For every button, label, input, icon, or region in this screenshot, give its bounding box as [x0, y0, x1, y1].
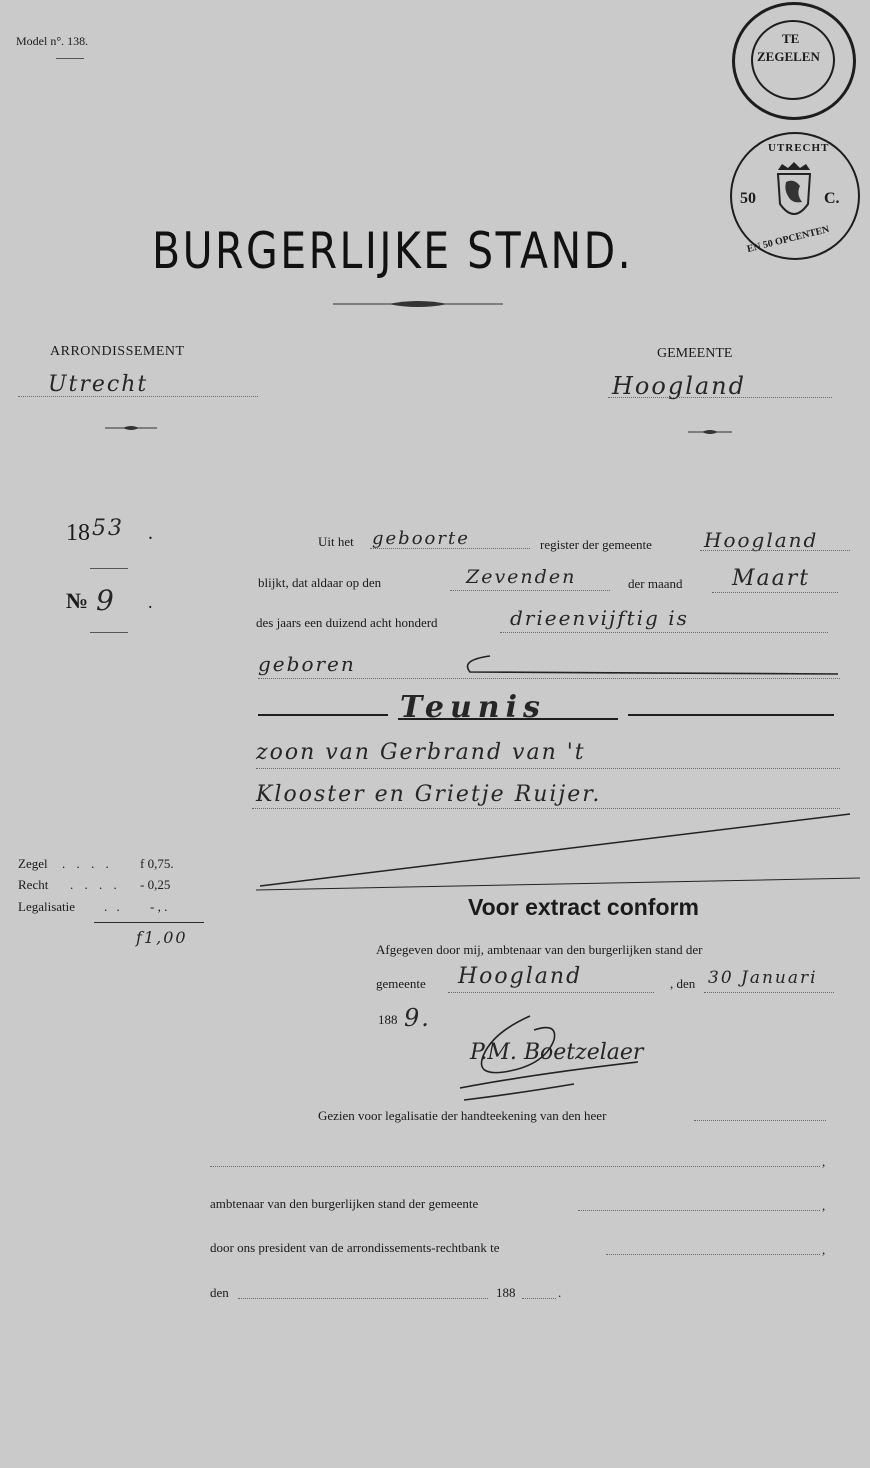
- record-year-prefix: 18: [66, 520, 90, 546]
- tax-stamp-top: [732, 2, 856, 120]
- fee-zegel-label: Zegel: [18, 856, 48, 871]
- lion-crest-icon: [770, 160, 818, 226]
- extract-afgegeven: Afgegeven door mij, ambtenaar van den burgerlijken stand der: [376, 942, 703, 957]
- uit-het-label: Uit het: [318, 534, 354, 549]
- legalisation-den: den: [210, 1285, 229, 1300]
- der-maand-label: der maand: [628, 576, 683, 591]
- fee-zegel-value: f 0,75.: [140, 856, 174, 871]
- year-in-words: drieenvijftig is: [510, 606, 689, 630]
- register-type: geboorte: [372, 528, 470, 549]
- parents-line-1: zoon van Gerbrand van 't: [256, 740, 586, 765]
- official-signature: P.M. Boetzelaer: [470, 1040, 644, 1065]
- model-underline: [56, 58, 84, 59]
- fee-total: f1,00: [136, 928, 188, 947]
- stamp-te: TE: [782, 31, 800, 46]
- extract-gemeente: Hoogland: [458, 964, 583, 989]
- page-title: BURGERLIJKE STAND.: [152, 222, 634, 280]
- birth-month: Maart: [732, 566, 811, 591]
- record-year-suffix: 53: [92, 516, 124, 541]
- civil-registry-extract: Model n°. 138. BURGERLIJKE STAND. TE ZEGELEN UTRECHT 50 C. EN 50 OPCENTEN ARRONDISSEMENT Utrecht GEMEENTE Hoogland 18 53 . № 9 . Uit het geboorte register der gemeente Hoogland blijkt, dat aldaar op den Zevenden der maand Maart des jaars een duizend acht honderd drieenvijftig is geboren Teunis zoon van Gerbrand van 't Klooster en Grietje Ruijer. Zegel . . . . f 0,75. Recht . . . . - 0,25 Legalisatie . . - , . f1,00 Voor extract conform Afgegeven door mij, ambtenaar van den burgerlijken stand der gemeente Hoogland , den 30 Januari 188 9. P.M. Boetzelaer Gezien voor legalisatie der handteekening van den heer , ambtenaar van den burgerlijken stand der gemeente , door ons president van de arrondissements-rechtbank te , den 188 .: [0, 0, 870, 1468]
- parents-line-2: Klooster en Grietje Ruijer.: [256, 782, 602, 807]
- legalisation-gezien: Gezien voor legalisatie der handteekening van den heer: [318, 1108, 607, 1123]
- legalisation-door-ons: door ons president van de arrondissements-rechtbank te: [210, 1240, 500, 1255]
- stamp-value-left: 50: [740, 190, 756, 207]
- birth-day: Zevenden: [466, 566, 577, 588]
- fee-recht-value: - 0,25: [140, 877, 171, 892]
- stamp-zegelen: ZEGELEN: [757, 49, 820, 64]
- child-name: Teunis: [400, 690, 546, 725]
- extract-heading: Voor extract conform: [468, 894, 699, 920]
- legalisation-year-prefix: 188: [496, 1285, 516, 1300]
- register-der-gemeente-label: register der gemeente: [540, 537, 652, 552]
- born-label: geboren: [258, 652, 356, 676]
- stamp-city: UTRECHT: [768, 142, 830, 154]
- record-number-label: №: [66, 588, 89, 613]
- signature-flourish: [454, 1010, 646, 1104]
- gemeente-value: Hoogland: [612, 372, 746, 400]
- des-jaars-label: des jaars een duizend acht honderd: [256, 615, 438, 630]
- blijkt-label: blijkt, dat aldaar op den: [258, 575, 382, 590]
- title-ornament: [333, 298, 503, 310]
- tax-stamp-utrecht: [730, 132, 860, 260]
- fee-recht-label: Recht: [18, 877, 49, 892]
- gemeente-label: GEMEENTE: [657, 346, 733, 361]
- extract-year-suffix: 9.: [404, 1004, 431, 1032]
- fee-legalisatie-label: Legalisatie: [18, 899, 76, 914]
- body-gemeente: Hoogland: [704, 528, 819, 552]
- arrondissement-label: ARRONDISSEMENT: [50, 344, 185, 359]
- ornament-left: [105, 424, 157, 432]
- born-flourish: [440, 652, 840, 678]
- stamp-value-right: C.: [824, 190, 840, 207]
- extract-den-label: , den: [670, 976, 696, 991]
- extract-year-prefix: 188: [378, 1012, 398, 1027]
- stamp-surcharge: EN 50 OPCENTEN: [745, 223, 831, 256]
- model-number: Model n°. 138.: [16, 34, 89, 48]
- legalisation-ambtenaar: ambtenaar van den burgerlijken stand der gemeente: [210, 1196, 479, 1211]
- record-number-value: 9: [96, 584, 116, 617]
- closing-strokes: [250, 810, 860, 896]
- extract-date: 30 Januari: [708, 968, 818, 988]
- fee-legalisatie-value: - , .: [150, 899, 168, 914]
- ornament-right: [688, 428, 732, 436]
- extract-gemeente-label: gemeente: [376, 976, 426, 991]
- arrondissement-value: Utrecht: [48, 372, 149, 397]
